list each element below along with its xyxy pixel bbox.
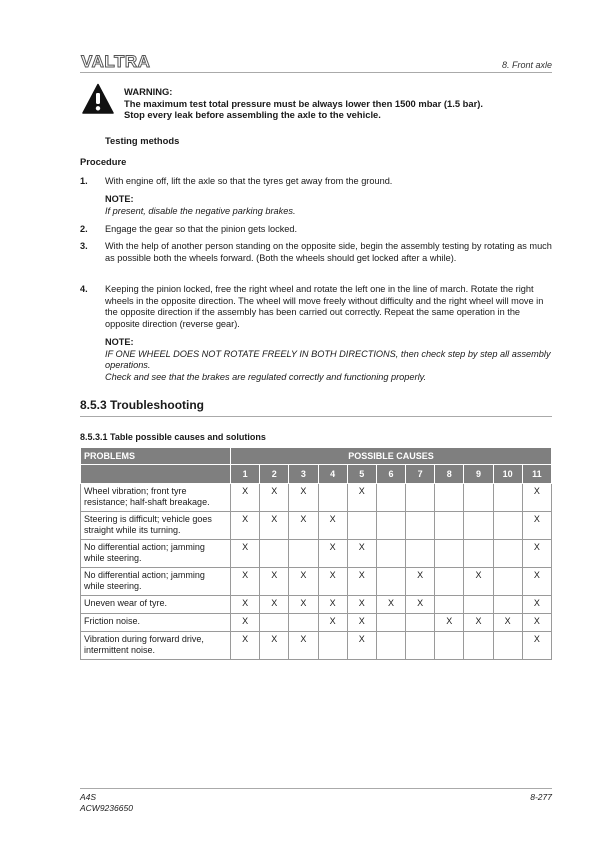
cause-mark-cell: X xyxy=(522,568,551,596)
warning-line-1: The maximum test total pressure must be always lower then 1500 mbar (1.5 bar). xyxy=(124,97,483,109)
cause-number: 3 xyxy=(289,465,318,484)
cause-mark-cell: X xyxy=(260,632,289,660)
cause-mark-cell: X xyxy=(260,568,289,596)
cause-mark-cell: X xyxy=(318,614,347,632)
step-number: 1. xyxy=(80,176,88,186)
cause-number: 8 xyxy=(435,465,464,484)
cause-mark-cell xyxy=(376,632,405,660)
testing-methods-heading: Testing methods xyxy=(105,135,180,146)
cause-mark-cell xyxy=(318,632,347,660)
cause-mark-cell: X xyxy=(231,596,260,614)
cause-mark-cell xyxy=(493,632,522,660)
cause-mark-cell: X xyxy=(522,596,551,614)
cause-mark-cell xyxy=(406,614,435,632)
cause-mark-cell: X xyxy=(231,540,260,568)
procedure-heading: Procedure xyxy=(80,156,127,167)
cause-mark-cell xyxy=(493,484,522,512)
cause-mark-cell xyxy=(289,540,318,568)
step-2 xyxy=(80,224,552,236)
cause-mark-cell xyxy=(493,596,522,614)
table-row xyxy=(81,632,552,660)
cause-number: 11 xyxy=(522,465,551,484)
footer-model: A4S xyxy=(80,792,97,802)
cause-mark-cell: X xyxy=(406,596,435,614)
note-text: If present, disable the negative parking brakes. xyxy=(105,205,296,216)
cause-mark-cell: X xyxy=(347,484,376,512)
cause-mark-cell: X xyxy=(231,568,260,596)
logo-text: VALTRA xyxy=(81,52,151,70)
cause-mark-cell: X xyxy=(493,614,522,632)
step-number: 3. xyxy=(80,241,88,251)
cause-mark-cell: X xyxy=(231,614,260,632)
cause-mark-cell: X xyxy=(522,484,551,512)
cause-mark-cell xyxy=(435,512,464,540)
note-text-line-2: Check and see that the brakes are regulated correctly and functioning properly. xyxy=(105,371,427,382)
cause-mark-cell xyxy=(406,512,435,540)
header-rule xyxy=(80,72,552,73)
cause-number: 10 xyxy=(493,465,522,484)
cause-mark-cell: X xyxy=(522,540,551,568)
cause-mark-cell: X xyxy=(376,596,405,614)
cause-number: 6 xyxy=(376,465,405,484)
cause-number-blank xyxy=(81,465,231,484)
problem-cell: Wheel vibration; front tyre resistance; half-shaft breakage. xyxy=(81,484,231,512)
table-row xyxy=(81,540,552,568)
cause-mark-cell: X xyxy=(347,540,376,568)
cause-mark-cell: X xyxy=(464,614,493,632)
cause-mark-cell xyxy=(376,614,405,632)
problem-cell: Uneven wear of tyre. xyxy=(81,596,231,614)
warning-line-2: Stop every leak before assembling the axle to the vehicle. xyxy=(124,109,381,120)
step-3 xyxy=(80,241,552,264)
cause-mark-cell: X xyxy=(347,596,376,614)
cause-mark-cell xyxy=(376,484,405,512)
table-header-row xyxy=(81,448,552,465)
problem-cell: Vibration during forward drive, intermittent noise. xyxy=(81,632,231,660)
cause-mark-cell xyxy=(464,596,493,614)
cause-mark-cell xyxy=(435,484,464,512)
cause-mark-cell xyxy=(376,512,405,540)
cause-mark-cell: X xyxy=(318,596,347,614)
cause-mark-cell xyxy=(435,540,464,568)
step-number: 4. xyxy=(80,284,88,294)
cause-mark-cell xyxy=(464,540,493,568)
step-number: 2. xyxy=(80,224,88,234)
section-rule xyxy=(80,416,552,417)
cause-mark-cell: X xyxy=(260,596,289,614)
cause-mark-cell xyxy=(260,614,289,632)
step-text: Engage the gear so that the pinion gets locked. xyxy=(105,224,298,234)
table-row xyxy=(81,568,552,596)
footer-left xyxy=(80,792,133,814)
step-text: With engine off, lift the axle so that the tyres get away from the ground. xyxy=(105,176,393,186)
cause-mark-cell: X xyxy=(347,568,376,596)
cause-mark-cell xyxy=(464,484,493,512)
chapter-title: 8. Front axle xyxy=(501,60,552,70)
step-text: With the help of another person standing on the opposite side, begin the assembly testing by rotating as much as possible both the wheels forward. (Both the wheels should get locked after a while). xyxy=(105,241,552,263)
causes-header: POSSIBLE CAUSES xyxy=(231,448,552,465)
cause-mark-cell: X xyxy=(289,484,318,512)
cause-mark-cell xyxy=(376,540,405,568)
cause-mark-cell: X xyxy=(318,540,347,568)
cause-mark-cell: X xyxy=(231,632,260,660)
cause-mark-cell: X xyxy=(318,512,347,540)
cause-number: 7 xyxy=(406,465,435,484)
cause-mark-cell xyxy=(464,512,493,540)
cause-number: 5 xyxy=(347,465,376,484)
cause-mark-cell: X xyxy=(289,596,318,614)
cause-mark-cell xyxy=(260,540,289,568)
cause-mark-cell: X xyxy=(406,568,435,596)
cause-number-row xyxy=(81,465,552,484)
cause-mark-cell xyxy=(406,484,435,512)
warning-block xyxy=(124,86,483,121)
step-text: Keeping the pinion locked, free the right wheel and rotate the left one in the line of march. Rotate the right wheels in the opposite direction. The wheel will move freely without difficulty and the right wheel will move in the opposite direction if the assembly has been carried out correctly. Repeat the same operation in the opposite direction (reverse gear). xyxy=(105,284,544,329)
table-row xyxy=(81,614,552,632)
section-title: 8.5.3 Troubleshooting xyxy=(80,398,205,412)
cause-mark-cell: X xyxy=(318,568,347,596)
note-label: NOTE: xyxy=(105,194,134,204)
step-4 xyxy=(80,284,552,330)
cause-mark-cell xyxy=(493,568,522,596)
cause-mark-cell: X xyxy=(289,512,318,540)
cause-mark-cell xyxy=(347,512,376,540)
warning-title: WARNING: xyxy=(124,86,173,97)
footer-rule xyxy=(80,788,552,789)
table-body xyxy=(81,484,552,660)
cause-mark-cell: X xyxy=(260,484,289,512)
cause-mark-cell xyxy=(493,540,522,568)
subsection-title: 8.5.3.1 Table possible causes and solutions xyxy=(80,432,266,442)
cause-mark-cell xyxy=(289,614,318,632)
cause-mark-cell: X xyxy=(260,512,289,540)
cause-mark-cell xyxy=(406,632,435,660)
cause-mark-cell xyxy=(435,568,464,596)
cause-mark-cell: X xyxy=(522,512,551,540)
step-1 xyxy=(80,176,552,188)
cause-mark-cell xyxy=(318,484,347,512)
note-2 xyxy=(105,337,552,383)
cause-mark-cell: X xyxy=(464,568,493,596)
cause-mark-cell: X xyxy=(289,568,318,596)
cause-mark-cell: X xyxy=(231,484,260,512)
cause-mark-cell xyxy=(464,632,493,660)
problem-cell: No differential action; jamming while steering. xyxy=(81,568,231,596)
problems-header: PROBLEMS xyxy=(81,448,231,465)
cause-number: 2 xyxy=(260,465,289,484)
cause-mark-cell: X xyxy=(289,632,318,660)
cause-mark-cell xyxy=(435,596,464,614)
cause-mark-cell: X xyxy=(522,632,551,660)
cause-number: 1 xyxy=(231,465,260,484)
cause-number: 4 xyxy=(318,465,347,484)
cause-mark-cell: X xyxy=(347,614,376,632)
table-row xyxy=(81,596,552,614)
cause-mark-cell: X xyxy=(347,632,376,660)
cause-mark-cell: X xyxy=(522,614,551,632)
causes-table xyxy=(80,447,552,660)
problem-cell: Steering is difficult; vehicle goes straight while its turning. xyxy=(81,512,231,540)
cause-mark-cell xyxy=(376,568,405,596)
valtra-logo xyxy=(80,52,160,70)
cause-mark-cell xyxy=(406,540,435,568)
table-row xyxy=(81,512,552,540)
note-label: NOTE: xyxy=(105,337,134,347)
cause-mark-cell: X xyxy=(435,614,464,632)
problem-cell: No differential action; jamming while steering. xyxy=(81,540,231,568)
valtra-logo-graphic xyxy=(80,52,160,70)
cause-mark-cell: X xyxy=(231,512,260,540)
footer-doc-code: ACW9236650 xyxy=(80,803,133,813)
note-1 xyxy=(105,194,552,217)
page-number: 8-277 xyxy=(530,792,552,802)
note-text-line-1: IF ONE WHEEL DOES NOT ROTATE FREELY IN BOTH DIRECTIONS, then check step by step all assembly operations. xyxy=(105,348,551,371)
cause-mark-cell xyxy=(435,632,464,660)
warning-triangle-icon xyxy=(82,83,114,115)
problem-cell: Friction noise. xyxy=(81,614,231,632)
table-row xyxy=(81,484,552,512)
cause-mark-cell xyxy=(493,512,522,540)
cause-number: 9 xyxy=(464,465,493,484)
